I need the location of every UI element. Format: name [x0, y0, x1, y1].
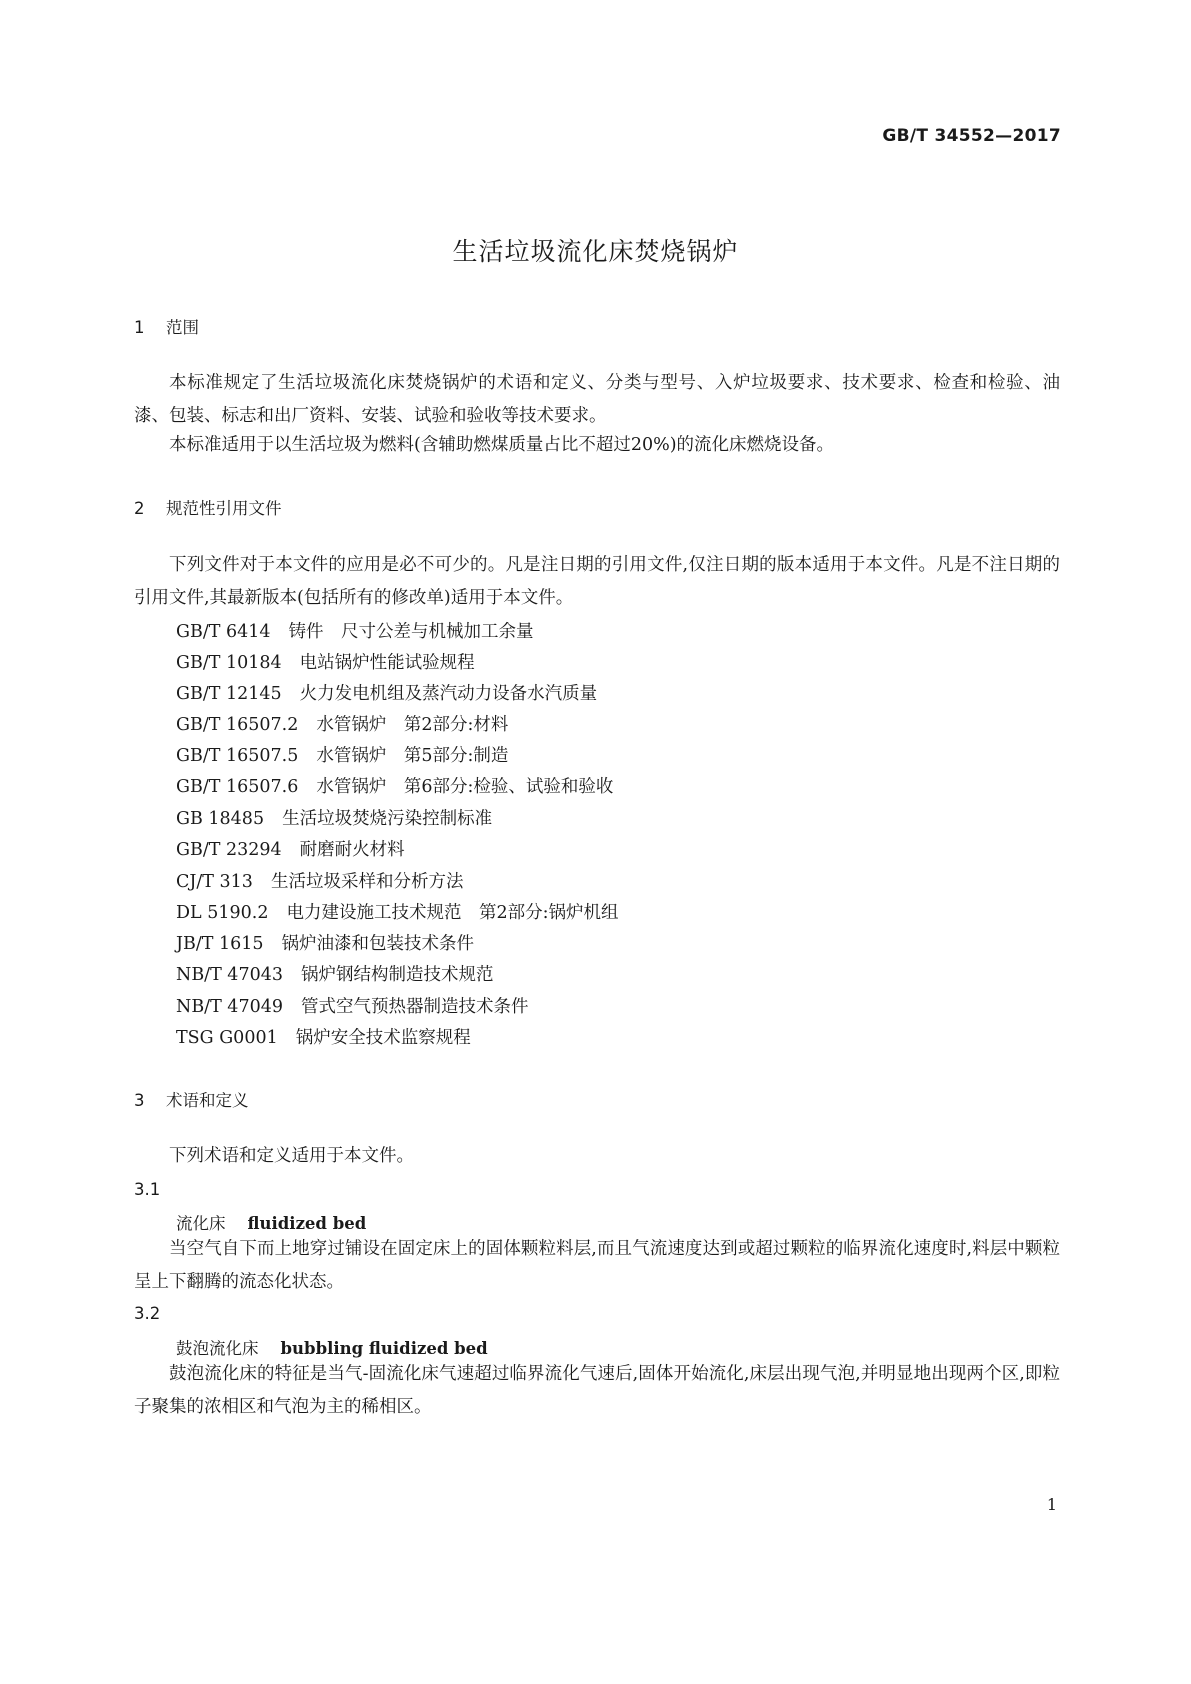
reference-code: NB/T 47043 [176, 965, 283, 985]
section-number: 2 [134, 499, 145, 518]
section-title: 规范性引用文件 [166, 499, 282, 518]
reference-title: 电站锅炉性能试验规程 [299, 653, 475, 673]
reference-title: 锅炉安全技术监察规程 [295, 1028, 471, 1048]
reference-title: 生活垃圾采样和分析方法 [270, 872, 464, 892]
reference-item [176, 961, 493, 986]
reference-code: CJ/T 313 [176, 872, 253, 892]
reference-title: 水管锅炉 第5部分:制造 [316, 746, 509, 766]
reference-item [176, 805, 492, 830]
term-number: 3.2 [134, 1304, 161, 1323]
reference-item [176, 868, 463, 893]
reference-title: 火力发电机组及蒸汽动力设备水汽质量 [299, 684, 598, 704]
reference-title: 锅炉钢结构制造技术规范 [300, 965, 494, 985]
references-intro: 下列文件对于本文件的应用是必不可少的。凡是注日期的引用文件,仅注日期的版本适用于本文件。凡是不注日期的引用文件,其最新版本(包括所有的修改单)适用于本文件。 [134, 555, 1060, 608]
page-number: 1 [1046, 1495, 1057, 1514]
reference-code: GB 18485 [176, 809, 265, 829]
reference-item [176, 711, 508, 736]
standard-number: GB/T 34552—2017 [882, 126, 1061, 146]
term-heading [176, 1335, 488, 1359]
term-zh: 鼓泡流化床 [176, 1339, 259, 1358]
reference-item [176, 1024, 471, 1049]
scope-paragraph-2: 本标准适用于以生活垃圾为燃料(含辅助燃煤质量占比不超过20%)的流化床燃烧设备。 [169, 435, 835, 455]
reference-code: TSG G0001 [176, 1028, 278, 1048]
reference-item [176, 930, 474, 955]
section-title: 术语和定义 [166, 1091, 249, 1110]
reference-title: 水管锅炉 第6部分:检验、试验和验收 [316, 777, 614, 797]
reference-item [176, 742, 508, 767]
reference-item [176, 773, 613, 798]
term-definition: 当空气自下而上地穿过铺设在固定床上的固体颗粒料层,而且气流速度达到或超过颗粒的临界流化速度时,料层中颗粒呈上下翻腾的流态化状态。 [134, 1239, 1060, 1292]
term-en: fluidized bed [247, 1214, 367, 1233]
reference-title: 水管锅炉 第2部分:材料 [316, 715, 509, 735]
term-definition: 鼓泡流化床的特征是当气-固流化床气速超过临界流化气速后,固体开始流化,床层出现气泡,并明显地出现两个区,即粒子聚集的浓相区和气泡为主的稀相区。 [134, 1364, 1060, 1417]
reference-item [176, 649, 475, 674]
reference-code: GB/T 12145 [176, 684, 282, 704]
reference-code: GB/T 23294 [176, 840, 282, 860]
reference-code: GB/T 10184 [176, 653, 282, 673]
reference-title: 电力建设施工技术规范 第2部分:锅炉机组 [286, 903, 619, 923]
section-number: 1 [134, 318, 145, 337]
section-heading-3 [134, 1087, 249, 1111]
reference-title: 耐磨耐火材料 [299, 840, 405, 860]
reference-title: 锅炉油漆和包装技术条件 [281, 934, 475, 954]
section-number: 3 [134, 1091, 145, 1110]
term-heading [176, 1210, 366, 1234]
section-heading-2 [134, 495, 282, 519]
reference-code: DL 5190.2 [176, 903, 269, 923]
reference-title: 铸件 尺寸公差与机械加工余量 [288, 622, 534, 642]
reference-code: GB/T 16507.6 [176, 777, 299, 797]
reference-code: GB/T 6414 [176, 622, 271, 642]
reference-item [176, 618, 534, 643]
reference-item [176, 836, 405, 861]
reference-item [176, 899, 618, 924]
section-title: 范围 [166, 318, 199, 337]
reference-title: 生活垃圾焚烧污染控制标准 [282, 809, 493, 829]
reference-item [176, 680, 597, 705]
section-heading-1 [134, 314, 199, 338]
reference-code: JB/T 1615 [176, 934, 264, 954]
term-en: bubbling fluidized bed [280, 1339, 488, 1358]
term-number: 3.1 [134, 1180, 161, 1199]
reference-code: NB/T 47049 [176, 997, 283, 1017]
terms-intro: 下列术语和定义适用于本文件。 [169, 1146, 414, 1166]
term-zh: 流化床 [176, 1214, 226, 1233]
scope-paragraph-1: 本标准规定了生活垃圾流化床焚烧锅炉的术语和定义、分类与型号、入炉垃圾要求、技术要求、检查和检验、油漆、包装、标志和出厂资料、安装、试验和验收等技术要求。 [134, 373, 1060, 426]
reference-item [176, 993, 528, 1018]
reference-code: GB/T 16507.2 [176, 715, 299, 735]
reference-code: GB/T 16507.5 [176, 746, 299, 766]
document-title: 生活垃圾流化床焚烧锅炉 [452, 237, 739, 266]
reference-title: 管式空气预热器制造技术条件 [300, 997, 529, 1017]
